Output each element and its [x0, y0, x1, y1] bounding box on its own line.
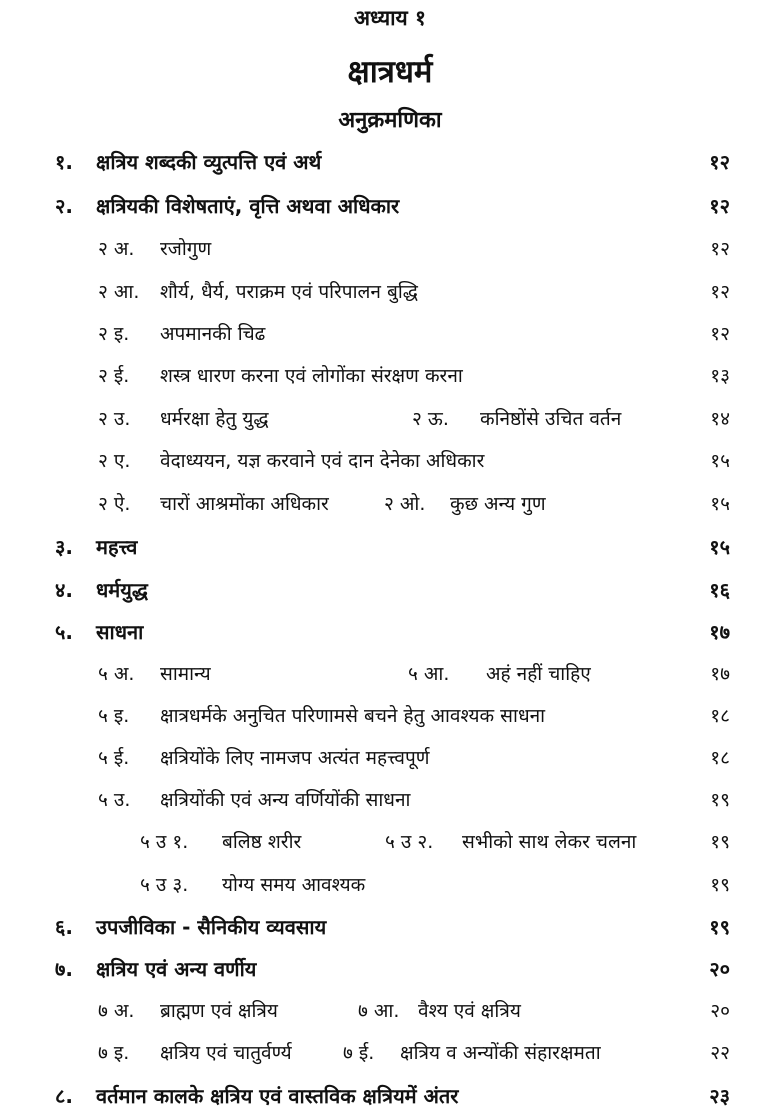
toc-entry[interactable]	[0, 618, 780, 656]
toc-entry[interactable]	[0, 490, 780, 528]
entry-title: महत्त्व	[96, 535, 138, 559]
entry-page: १२	[710, 238, 730, 260]
entry-number-secondary: ५ आ.	[408, 663, 450, 685]
entry-number: ६.	[55, 915, 73, 939]
entry-number: २.	[55, 194, 73, 218]
toc-entry[interactable]	[0, 744, 780, 782]
entry-title: योग्य समय आवश्यक	[222, 874, 366, 896]
toc-entry[interactable]	[0, 278, 780, 316]
chapter-title: क्षात्रधर्म	[347, 54, 433, 90]
entry-title-secondary: कुछ अन्य गुण	[450, 493, 546, 515]
entry-title-secondary: वैश्य एवं क्षत्रिय	[418, 1000, 521, 1022]
entry-number: ३.	[55, 535, 73, 559]
entry-number: २ ऐ.	[98, 493, 131, 515]
entry-page: १४	[710, 408, 730, 430]
toc-entry[interactable]	[0, 828, 780, 866]
entry-number: २ उ.	[98, 408, 131, 430]
entry-page: १२	[709, 194, 730, 218]
entry-page: १३	[710, 365, 730, 387]
entry-title-secondary: सभीको साथ लेकर चलना	[462, 831, 637, 853]
toc-entry[interactable]	[0, 660, 780, 698]
entry-number: २ इ.	[98, 323, 130, 345]
toc-entry[interactable]	[0, 871, 780, 909]
toc-entry[interactable]	[0, 362, 780, 400]
entry-title: सामान्य	[160, 663, 211, 685]
entry-number: ७ इ.	[98, 1042, 130, 1064]
entry-title: साधना	[96, 620, 144, 644]
toc-entry[interactable]	[0, 320, 780, 358]
toc-entry[interactable]	[0, 192, 780, 230]
entry-number: ५ उ.	[98, 789, 131, 811]
entry-number-secondary: ५ उ २.	[385, 831, 434, 853]
entry-page: २०	[710, 1000, 730, 1022]
entry-page: २२	[710, 1042, 730, 1064]
toc-entry[interactable]	[0, 997, 780, 1035]
entry-title: क्षत्रिय शब्दकी व्युत्पत्ति एवं अर्थ	[96, 150, 322, 174]
toc-heading: अनुक्रमणिका	[338, 108, 442, 133]
entry-title: धर्मरक्षा हेतु युद्ध	[160, 408, 269, 430]
entry-title-secondary: क्षत्रिय व अन्योंकी संहारक्षमता	[400, 1042, 601, 1064]
entry-title-secondary: कनिष्ठोंसे उचित वर्तन	[480, 408, 622, 430]
entry-title: रजोगुण	[160, 238, 212, 260]
entry-title: शौर्य, धैर्य, पराक्रम एवं परिपालन बुद्धि	[160, 281, 418, 303]
entry-page: १५	[709, 535, 730, 559]
toc-entry[interactable]	[0, 576, 780, 614]
toc-entry[interactable]	[0, 405, 780, 443]
entry-title-secondary: अहं नहीं चाहिए	[486, 663, 591, 685]
entry-title: वर्तमान कालके क्षत्रिय एवं वास्तविक क्षत्रियमें अंतर	[96, 1084, 459, 1108]
entry-number: ५ ई.	[98, 747, 130, 769]
entry-title: क्षत्रिय एवं चातुर्वर्ण्य	[160, 1042, 292, 1064]
toc-entry[interactable]	[0, 913, 780, 951]
entry-title: ब्राह्मण एवं क्षत्रिय	[160, 1000, 278, 1022]
entry-number-secondary: ७ ई.	[343, 1042, 375, 1064]
entry-number: २ ए.	[98, 450, 131, 472]
entry-number: २ आ.	[98, 281, 140, 303]
entry-page: १९	[710, 831, 730, 853]
toc-entry[interactable]	[0, 702, 780, 740]
entry-number-secondary: २ ओ.	[384, 493, 426, 515]
entry-page: १९	[710, 789, 730, 811]
entry-page: २३	[709, 1084, 730, 1108]
toc-entry[interactable]	[0, 533, 780, 571]
entry-page: १६	[709, 578, 730, 602]
entry-page: १२	[710, 281, 730, 303]
entry-page: १८	[710, 705, 730, 727]
toc-entry[interactable]	[0, 1039, 780, 1077]
entry-title: क्षत्रियकी विशेषताएं, वृत्ति अथवा अधिकार	[96, 194, 400, 218]
entry-title: उपजीविका - सैनिकीय व्यवसाय	[96, 915, 327, 939]
entry-number: ७.	[55, 957, 73, 981]
entry-title: क्षात्रधर्मके अनुचित परिणामसे बचने हेतु आवश्यक साधना	[160, 705, 546, 727]
entry-number: ५.	[55, 620, 73, 644]
entry-title: अपमानकी चिढ	[160, 323, 266, 345]
entry-number: ४.	[55, 578, 73, 602]
chapter-number: अध्याय १	[354, 6, 426, 30]
entry-number: २ अ.	[98, 238, 135, 260]
toc-entry[interactable]	[0, 148, 780, 186]
entry-number: ५ उ ३.	[140, 874, 189, 896]
entry-page: २०	[709, 957, 730, 981]
toc-entry[interactable]	[0, 786, 780, 824]
entry-number: २ ई.	[98, 365, 130, 387]
entry-page: १७	[709, 620, 730, 644]
toc-entry[interactable]	[0, 1082, 780, 1120]
entry-page: १२	[710, 323, 730, 345]
entry-number: ५ इ.	[98, 705, 130, 727]
entry-title: क्षत्रिय एवं अन्य वर्णीय	[96, 957, 257, 981]
entry-title: धर्मयुद्ध	[96, 578, 148, 602]
entry-title: चारों आश्रमोंका अधिकार	[160, 493, 329, 515]
entry-number-secondary: २ ऊ.	[412, 408, 449, 430]
entry-page: १२	[709, 150, 730, 174]
entry-page: १५	[710, 450, 730, 472]
entry-number-secondary: ७ आ.	[358, 1000, 400, 1022]
entry-title: शस्त्र धारण करना एवं लोगोंका संरक्षण करना	[160, 365, 463, 387]
entry-number: ८.	[55, 1084, 73, 1108]
entry-page: १७	[710, 663, 730, 685]
entry-page: १८	[710, 747, 730, 769]
toc-entry[interactable]	[0, 235, 780, 273]
entry-number: ५ उ १.	[140, 831, 189, 853]
entry-page: १९	[710, 874, 730, 896]
toc-entry[interactable]	[0, 447, 780, 485]
entry-number: ५ अ.	[98, 663, 135, 685]
entry-title: क्षत्रियोंकी एवं अन्य वर्णियोंकी साधना	[160, 789, 411, 811]
entry-title: वेदाध्ययन, यज्ञ करवाने एवं दान देनेका अधिकार	[160, 450, 485, 472]
entry-page: १९	[709, 915, 730, 939]
toc-entry[interactable]	[0, 955, 780, 993]
entry-title: क्षत्रियोंके लिए नामजप अत्यंत महत्त्वपूर्ण	[160, 747, 430, 769]
entry-title: बलिष्ठ शरीर	[222, 831, 302, 853]
entry-number: १.	[55, 150, 73, 174]
entry-page: १५	[710, 493, 730, 515]
entry-number: ७ अ.	[98, 1000, 135, 1022]
